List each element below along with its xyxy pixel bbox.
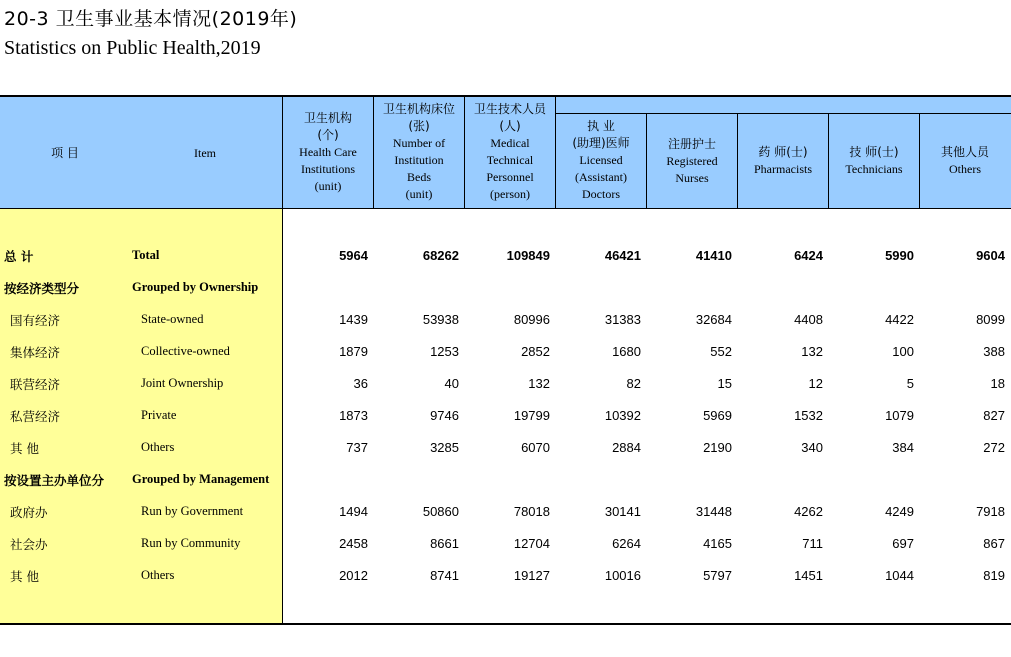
table-cell: 2458 bbox=[339, 536, 368, 551]
row-label-cn: 按设置主办单位分 bbox=[4, 473, 105, 488]
table-cell: 4262 bbox=[794, 504, 823, 519]
row-label-cn: 按经济类型分 bbox=[4, 281, 80, 296]
header-cn: (助理)医师 bbox=[572, 136, 630, 150]
row-label-en: Joint Ownership bbox=[141, 376, 224, 390]
row-label-cn: 总 计 bbox=[4, 249, 34, 264]
header-bottom-rule bbox=[0, 208, 1011, 209]
row-label-cn: 国有经济 bbox=[10, 313, 61, 328]
table-cell: 53938 bbox=[422, 312, 459, 327]
header-others bbox=[920, 144, 1010, 178]
table-cell: 12704 bbox=[513, 536, 550, 551]
table-cell: 8099 bbox=[976, 312, 1005, 327]
header-cn: 其他人员 bbox=[940, 145, 989, 159]
row-label-cn: 其 他 bbox=[10, 569, 39, 584]
table-cell: 50860 bbox=[422, 504, 459, 519]
row-label-en: Run by Community bbox=[141, 536, 241, 550]
table-cell: 384 bbox=[892, 440, 914, 455]
table-cell: 1451 bbox=[794, 568, 823, 583]
table-cell: 9746 bbox=[430, 408, 459, 423]
table-cell: 18 bbox=[990, 376, 1005, 391]
row-label-en: Total bbox=[132, 248, 160, 262]
table-cell: 819 bbox=[983, 568, 1005, 583]
table-cell: 4408 bbox=[794, 312, 823, 327]
table-cell: 5 bbox=[906, 376, 914, 391]
table-cell: 1494 bbox=[339, 504, 368, 519]
table-cell: 1439 bbox=[339, 312, 368, 327]
table-cell: 272 bbox=[983, 440, 1005, 455]
table-cell: 6424 bbox=[794, 248, 823, 263]
table-cell: 31383 bbox=[604, 312, 641, 327]
row-label-en: Collective-owned bbox=[141, 344, 230, 358]
header-cn-unit: (张) bbox=[408, 119, 430, 133]
row-label-en: State-owned bbox=[141, 312, 204, 326]
row-label-cn: 集体经济 bbox=[10, 345, 61, 360]
header-en: Pharmacists bbox=[754, 162, 812, 176]
row-label-cn: 私营经济 bbox=[10, 409, 61, 424]
header-cn: 执 业 bbox=[587, 119, 615, 133]
header-cn: 技 师(士) bbox=[849, 145, 899, 159]
table-cell: 2012 bbox=[339, 568, 368, 583]
header-health-care-institutions bbox=[283, 110, 373, 195]
table-cell: 7918 bbox=[976, 504, 1005, 519]
table-cell: 340 bbox=[801, 440, 823, 455]
header-cn-unit: (人) bbox=[499, 119, 521, 133]
header-cn: 卫生技术人员 bbox=[473, 102, 546, 116]
header-item-en-text: Item bbox=[194, 146, 216, 160]
table-cell: 19799 bbox=[513, 408, 550, 423]
table-cell: 2190 bbox=[703, 440, 732, 455]
row-label-cn: 社会办 bbox=[10, 537, 48, 552]
header-en: Technical bbox=[486, 153, 534, 167]
header-en: Technicians bbox=[845, 162, 903, 176]
table-cell: 68262 bbox=[422, 248, 459, 263]
table-cell: 8741 bbox=[430, 568, 459, 583]
table-cell: 697 bbox=[892, 536, 914, 551]
header-registered-nurses bbox=[647, 136, 737, 187]
table-cell: 4165 bbox=[703, 536, 732, 551]
header-en: Doctors bbox=[582, 187, 620, 201]
row-label-cn: 政府办 bbox=[10, 505, 48, 520]
row-label-en: Grouped by Ownership bbox=[132, 280, 259, 294]
table-cell: 132 bbox=[801, 344, 823, 359]
header-cn-unit: (个) bbox=[317, 128, 339, 142]
subheader-rule bbox=[555, 113, 1011, 114]
table-title-english: Statistics on Public Health,2019 bbox=[4, 37, 261, 59]
header-en: (unit) bbox=[314, 179, 342, 193]
table-cell: 552 bbox=[710, 344, 732, 359]
table-cell: 80996 bbox=[513, 312, 550, 327]
row-label-en: Private bbox=[141, 408, 177, 422]
table-cell: 100 bbox=[892, 344, 914, 359]
table-cell: 5964 bbox=[339, 248, 368, 263]
table-cell: 46421 bbox=[604, 248, 641, 263]
row-label-cn: 联营经济 bbox=[10, 377, 61, 392]
table-cell: 10016 bbox=[604, 568, 641, 583]
header-en: Nurses bbox=[675, 171, 709, 185]
header-licensed-doctors bbox=[556, 118, 646, 203]
table-cell: 12 bbox=[808, 376, 823, 391]
header-technicians bbox=[829, 144, 919, 178]
table-cell: 4422 bbox=[885, 312, 914, 327]
table-cell: 132 bbox=[528, 376, 550, 391]
table-cell: 1680 bbox=[612, 344, 641, 359]
table-cell: 19127 bbox=[513, 568, 550, 583]
table-cell: 5969 bbox=[703, 408, 732, 423]
row-label-cn: 其 他 bbox=[10, 441, 39, 456]
table-cell: 6264 bbox=[612, 536, 641, 551]
header-cn: 药 师(士) bbox=[758, 145, 808, 159]
header-en: Institution bbox=[394, 153, 444, 167]
row-label-en: Run by Government bbox=[141, 504, 244, 518]
table-title-chinese: 20-3 卫生事业基本情况(2019年) bbox=[4, 8, 298, 30]
header-cn: 卫生机构床位 bbox=[382, 102, 455, 116]
table-cell: 1044 bbox=[885, 568, 914, 583]
table-cell: 2852 bbox=[521, 344, 550, 359]
table-cell: 388 bbox=[983, 344, 1005, 359]
header-en: Registered bbox=[666, 154, 718, 168]
table-cell: 4249 bbox=[885, 504, 914, 519]
header-en: Institutions bbox=[300, 162, 355, 176]
table-cell: 10392 bbox=[604, 408, 641, 423]
table-cell: 1253 bbox=[430, 344, 459, 359]
header-en: Medical bbox=[490, 136, 530, 150]
header-item-cn bbox=[30, 145, 100, 162]
table-cell: 109849 bbox=[506, 248, 550, 263]
table-cell: 40 bbox=[444, 376, 459, 391]
header-institution-beds bbox=[374, 101, 464, 203]
row-label-en: Others bbox=[141, 568, 175, 582]
header-en: (unit) bbox=[405, 187, 433, 201]
table-cell: 82 bbox=[626, 376, 641, 391]
table-cell: 2884 bbox=[612, 440, 641, 455]
header-en: (person) bbox=[490, 187, 530, 201]
table-cell: 827 bbox=[983, 408, 1005, 423]
header-en: Number of bbox=[392, 136, 446, 150]
table-cell: 3285 bbox=[430, 440, 459, 455]
header-en: Licensed bbox=[579, 153, 623, 167]
table-cell: 5797 bbox=[703, 568, 732, 583]
bottom-rule bbox=[0, 623, 1011, 625]
table-cell: 6070 bbox=[521, 440, 550, 455]
table-cell: 1873 bbox=[339, 408, 368, 423]
header-pharmacists bbox=[738, 144, 828, 178]
table-cell: 31448 bbox=[695, 504, 732, 519]
header-cn: 卫生机构 bbox=[303, 111, 352, 125]
table-cell: 5990 bbox=[885, 248, 914, 263]
table-cell: 8661 bbox=[430, 536, 459, 551]
table-cell: 41410 bbox=[695, 248, 732, 263]
header-en: Others bbox=[949, 162, 981, 176]
table-cell: 1532 bbox=[794, 408, 823, 423]
header-cn: 注册护士 bbox=[667, 137, 716, 151]
table-cell: 15 bbox=[717, 376, 732, 391]
table-cell: 30141 bbox=[604, 504, 641, 519]
table-cell: 1079 bbox=[885, 408, 914, 423]
table-cell: 32684 bbox=[695, 312, 732, 327]
row-label-en: Grouped by Management bbox=[132, 472, 270, 486]
table-cell: 1879 bbox=[339, 344, 368, 359]
header-medical-technical-personnel bbox=[465, 101, 555, 203]
table-cell: 737 bbox=[346, 440, 368, 455]
table-cell: 78018 bbox=[513, 504, 550, 519]
top-rule bbox=[0, 95, 1011, 97]
header-item-cn-text: 项 目 bbox=[51, 146, 79, 160]
table-cell: 36 bbox=[353, 376, 368, 391]
table-cell: 867 bbox=[983, 536, 1005, 551]
table-cell: 711 bbox=[802, 536, 823, 551]
header-en: Personnel bbox=[486, 170, 534, 184]
header-en: (Assistant) bbox=[575, 170, 627, 184]
row-label-en: Others bbox=[141, 440, 175, 454]
table-cell: 9604 bbox=[976, 248, 1005, 263]
header-en: Health Care bbox=[299, 145, 357, 159]
header-item-en bbox=[170, 145, 240, 162]
header-en: Beds bbox=[407, 170, 431, 184]
